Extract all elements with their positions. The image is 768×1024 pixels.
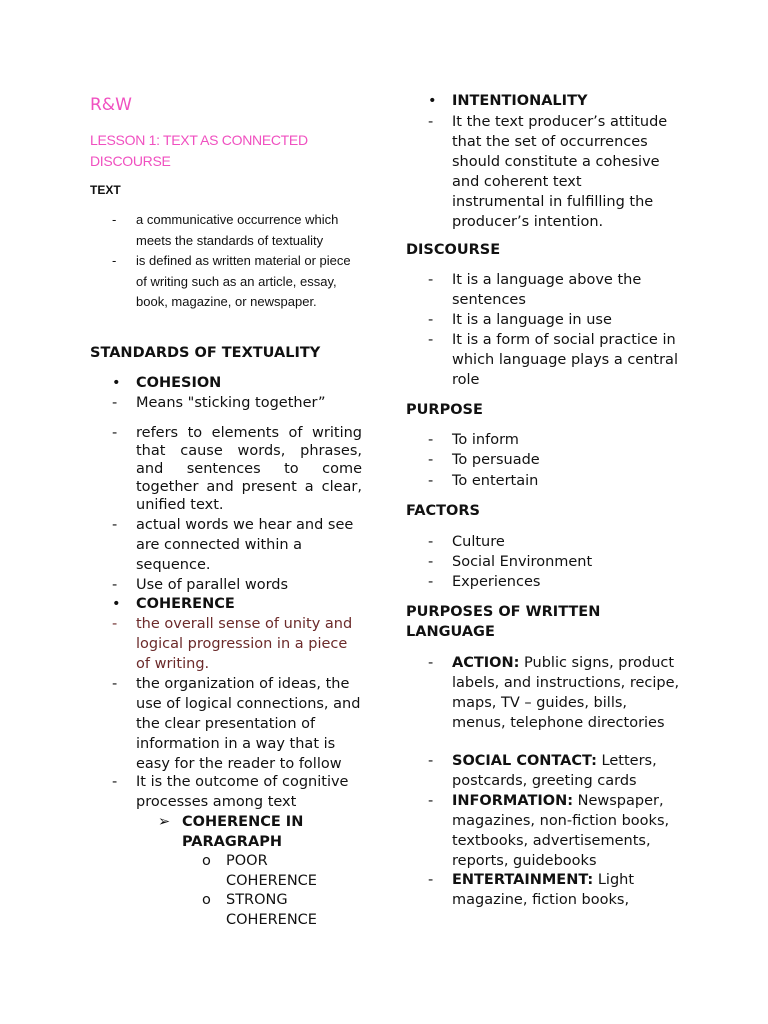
dash-marker: - bbox=[428, 272, 434, 288]
dash-marker: - bbox=[428, 872, 434, 888]
circle-marker: o bbox=[202, 892, 211, 908]
discourse-heading: DISCOURSE bbox=[406, 242, 501, 258]
dash-marker: - bbox=[428, 114, 434, 130]
bullet-marker: • bbox=[112, 596, 121, 612]
lesson-title: LESSON 1: TEXT AS CONNECTED DISCOURSE bbox=[90, 132, 308, 169]
factors-heading: FACTORS bbox=[406, 503, 480, 519]
dash-marker: - bbox=[428, 534, 434, 550]
dash-marker: - bbox=[428, 655, 434, 671]
standards-heading: STANDARDS OF TEXTUALITY bbox=[90, 345, 321, 361]
dash-marker: - bbox=[112, 212, 117, 227]
dash-marker: - bbox=[112, 676, 118, 692]
document-title: R&W bbox=[90, 95, 132, 115]
text-heading: TEXT bbox=[90, 183, 121, 197]
purpose-heading: PURPOSE bbox=[406, 402, 483, 418]
circle-marker: o bbox=[202, 853, 211, 869]
dash-marker: - bbox=[428, 554, 434, 570]
written-language-heading: PURPOSES OF WRITTEN LANGUAGE bbox=[406, 604, 601, 640]
dash-marker: - bbox=[428, 473, 434, 489]
dash-marker: - bbox=[428, 753, 434, 769]
dash-marker: - bbox=[112, 253, 117, 268]
dash-marker: - bbox=[112, 616, 118, 632]
dash-marker: - bbox=[428, 793, 434, 809]
dash-marker: - bbox=[112, 395, 118, 411]
dash-marker: - bbox=[428, 432, 434, 448]
dash-marker: - bbox=[428, 574, 434, 590]
dash-marker: - bbox=[112, 577, 118, 593]
bullet-marker: • bbox=[112, 375, 121, 391]
dash-marker: - bbox=[428, 332, 434, 348]
dash-marker: - bbox=[428, 312, 434, 328]
bullet-marker: • bbox=[428, 93, 437, 109]
arrow-marker: ➢ bbox=[158, 814, 171, 830]
dash-marker: - bbox=[112, 774, 118, 790]
dash-marker: - bbox=[428, 452, 434, 468]
dash-marker: - bbox=[112, 517, 118, 533]
dash-marker: - bbox=[112, 425, 118, 441]
